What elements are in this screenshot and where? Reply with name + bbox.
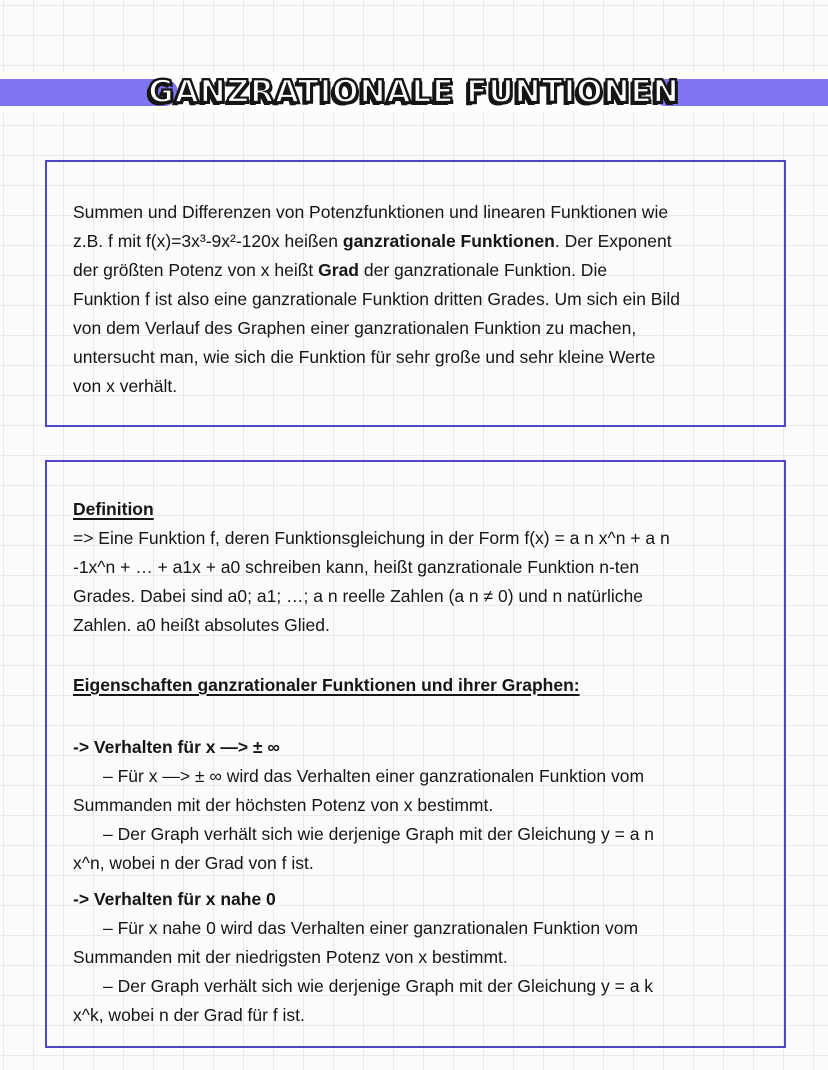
text-block-heading2 bbox=[73, 671, 766, 700]
text-line bbox=[73, 256, 766, 285]
text-segment: Grades. Dabei sind a0; a1; …; a n reelle Zahlen (a n ≠ 0) und n natürliche bbox=[73, 586, 643, 606]
text-segment: x^n, wobei n der Grad von f ist. bbox=[73, 853, 314, 873]
intro-box bbox=[45, 160, 786, 427]
page-title: GANZRATIONALE FUNTIONEN bbox=[148, 74, 680, 110]
text-line bbox=[73, 343, 766, 372]
text-segment: . Der Exponent bbox=[554, 231, 672, 251]
text-line bbox=[73, 227, 766, 256]
text-block-para bbox=[73, 524, 766, 640]
text-line bbox=[73, 914, 766, 943]
text-block-subheading bbox=[73, 733, 766, 762]
text-line bbox=[73, 314, 766, 343]
bold-text-segment: Grad bbox=[318, 260, 359, 280]
text-line bbox=[73, 524, 766, 553]
text-block-para bbox=[73, 198, 766, 401]
text-segment: Funktion f ist also eine ganzrationale Funktion dritten Grades. Um sich ein Bild bbox=[73, 289, 680, 309]
text-segment: – Für x nahe 0 wird das Verhalten einer ganzrationalen Funktion vom bbox=[103, 918, 639, 938]
text-line bbox=[73, 762, 766, 791]
title-banner bbox=[0, 72, 828, 112]
text-segment: -> Verhalten für x nahe 0 bbox=[73, 889, 276, 909]
text-line bbox=[73, 582, 766, 611]
text-line bbox=[73, 820, 766, 849]
text-line bbox=[73, 495, 766, 524]
text-block-para-indent bbox=[73, 762, 766, 820]
text-line bbox=[73, 733, 766, 762]
text-segment: Summen und Differenzen von Potenzfunktionen und linearen Funktionen wie bbox=[73, 202, 669, 222]
text-segment: – Für x —> ± ∞ wird das Verhalten einer ganzrationalen Funktion vom bbox=[103, 766, 645, 786]
text-block-para-indent bbox=[73, 820, 766, 878]
text-block-subheading2 bbox=[73, 885, 766, 914]
text-segment: von dem Verlauf des Graphen einer ganzrationalen Funktion zu machen, bbox=[73, 318, 637, 338]
text-segment: Definition bbox=[73, 499, 154, 519]
text-segment: Summanden mit der höchsten Potenz von x bestimmt. bbox=[73, 795, 494, 815]
text-block-para-indent bbox=[73, 914, 766, 972]
definition-box bbox=[45, 460, 786, 1048]
text-segment: x^k, wobei n der Grad für f ist. bbox=[73, 1005, 305, 1025]
text-line bbox=[73, 611, 766, 640]
text-line bbox=[73, 671, 766, 700]
text-line bbox=[73, 285, 766, 314]
text-line bbox=[73, 885, 766, 914]
text-line bbox=[73, 849, 766, 878]
text-line bbox=[73, 791, 766, 820]
text-segment: => Eine Funktion f, deren Funktionsgleichung in der Form f(x) = a n x^n + a n bbox=[73, 528, 670, 548]
text-segment: untersucht man, wie sich die Funktion für sehr große und sehr kleine Werte bbox=[73, 347, 656, 367]
text-segment: Zahlen. a0 heißt absolutes Glied. bbox=[73, 615, 330, 635]
text-segment: von x verhält. bbox=[73, 376, 178, 396]
text-segment: Summanden mit der niedrigsten Potenz von x bestimmt. bbox=[73, 947, 508, 967]
text-line bbox=[73, 198, 766, 227]
text-line bbox=[73, 553, 766, 582]
text-segment: der ganzrationale Funktion. Die bbox=[359, 260, 608, 280]
text-segment: – Der Graph verhält sich wie derjenige Graph mit der Gleichung y = a k bbox=[103, 976, 654, 996]
text-segment: -> Verhalten für x —> ± ∞ bbox=[73, 737, 280, 757]
text-segment: Eigenschaften ganzrationaler Funktionen und ihrer Graphen: bbox=[73, 675, 580, 695]
text-block-heading bbox=[73, 495, 766, 524]
text-segment: – Der Graph verhält sich wie derjenige Graph mit der Gleichung y = a n bbox=[103, 824, 655, 844]
text-segment: der größten Potenz von x heißt bbox=[73, 260, 319, 280]
text-line bbox=[73, 943, 766, 972]
text-line bbox=[73, 372, 766, 401]
text-segment: -1x^n + … + a1x + a0 schreiben kann, heißt ganzrationale Funktion n-ten bbox=[73, 557, 640, 577]
text-block-para-indent bbox=[73, 972, 766, 1030]
text-line bbox=[73, 1001, 766, 1030]
bold-text-segment: ganzrationale Funktionen bbox=[342, 231, 555, 251]
text-segment: z.B. f mit f(x)=3x³-9x²-120x heißen bbox=[73, 231, 343, 251]
text-line bbox=[73, 972, 766, 1001]
